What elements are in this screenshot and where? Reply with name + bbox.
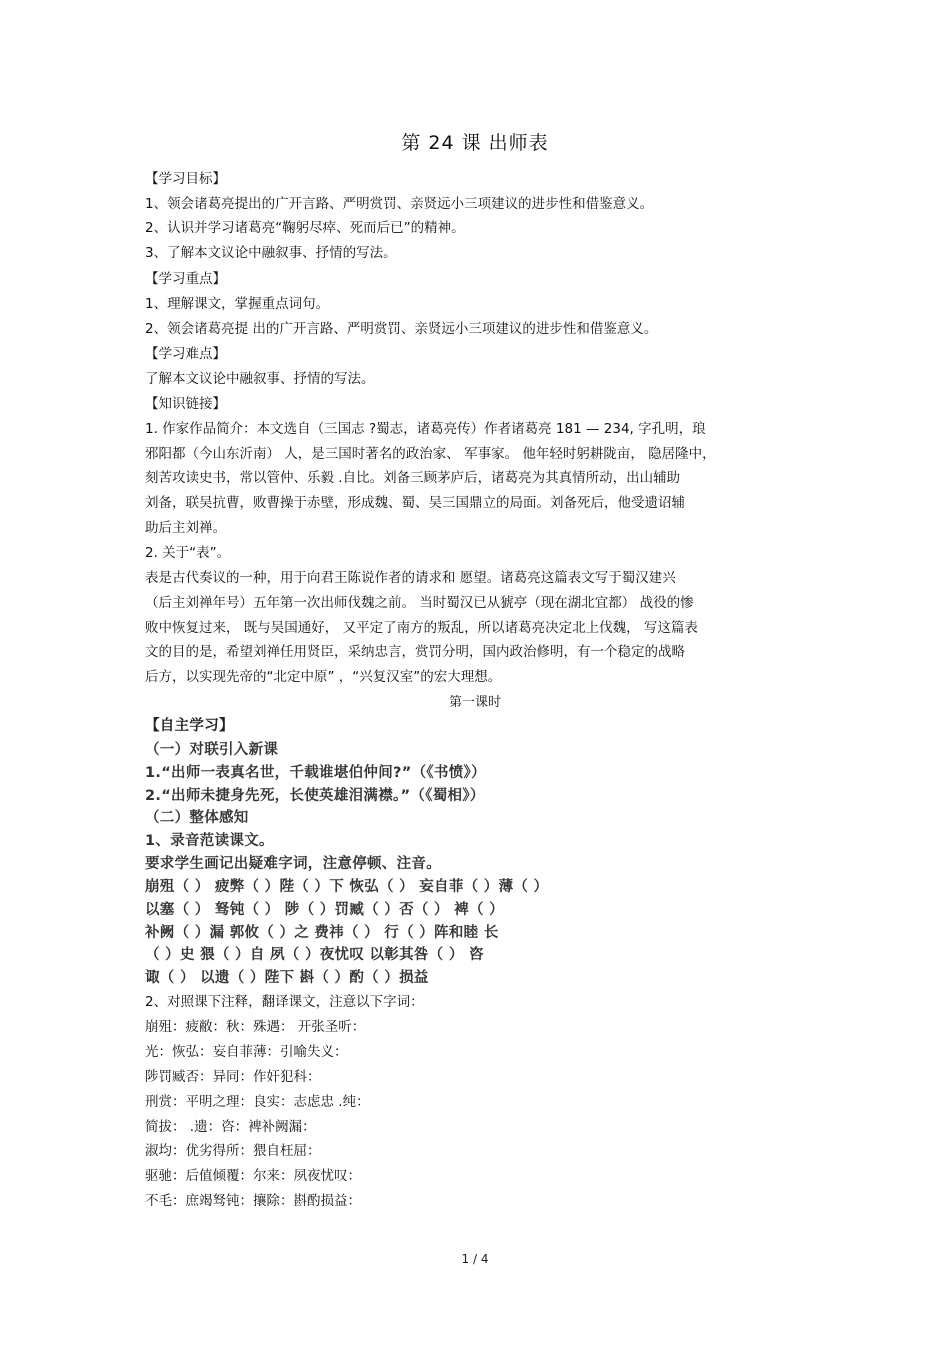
couplet-line: 2.“出师未捷身先死，长使英雄泪满襟。”（《蜀相》）: [145, 788, 485, 804]
page-number: 1 / 4: [461, 1252, 489, 1266]
knowledge-line: 表是古代奏议的一种，用于向君王陈说作者的请求和 愿望。诸葛亮这篇表文写于蜀汉建兴: [145, 570, 676, 586]
vocab-row: 淑均：优劣得所：猥自枉屈：: [145, 1143, 321, 1159]
vocab-row: 不毛：庶竭驽钝：攘除：斟酌损益：: [145, 1193, 361, 1209]
vocab-row: 光：恢弘：妄自菲薄：引喻失义：: [145, 1044, 348, 1060]
vocab-row: 崩殂：疲敝：秋：殊遇： 开张圣听：: [145, 1019, 366, 1035]
goal-item: 2、认识并学习诸葛亮“鞠躬尽瘁、死而后已”的精神。: [145, 220, 465, 236]
pinyin-row: 补阙（ ）漏 郭攸（ ）之 费祎（ ） 行（ ）阵和睦 长: [145, 925, 499, 941]
self-study-heading: 【自主学习】: [145, 718, 234, 734]
vocab-row: 刑赏：平明之理：良实：志虑忠 .纯：: [145, 1094, 370, 1110]
vocab-row: 陟罚臧否：异同：作奸犯科：: [145, 1069, 321, 1085]
vocab-row: 简拔： .遗：咨：裨补阙漏：: [145, 1119, 316, 1135]
lesson-heading: 第一课时: [448, 695, 501, 710]
knowledge-line: 败中恢复过来， 既与吴国通好， 又平定了南方的叛乱，所以诸葛亮决定北上伐魏， 写这篇表: [145, 620, 698, 636]
focus-item: 1、理解课文，掌握重点词句。: [145, 296, 330, 312]
goals-heading: 【学习目标】: [145, 171, 226, 187]
knowledge-line: 文的目的是，希望刘禅任用贤臣，采纳忠言，赏罚分明，国内政治修明，有一个稳定的战略: [145, 644, 685, 660]
knowledge-line: 后方，以实现先帝的“北定中原” ，“兴复汉室”的宏大理想。: [145, 669, 502, 685]
pinyin-row: 诹（ ） 以遗（ ）陛下 斟（ ）酌（ ）损益: [145, 970, 429, 986]
page-title: 第 24 课 出师表: [401, 132, 549, 154]
knowledge-heading: 【知识链接】: [145, 396, 226, 412]
vocab-row: 驱驰：后值倾覆：尔来：夙夜忧叹：: [145, 1168, 361, 1184]
focus-item: 2、领会诸葛亮提 出的广开言路、严明赏罚、亲贤远小三项建议的进步性和借鉴意义。: [145, 321, 658, 337]
knowledge-line: 刘备，联吴抗曹，败曹操于赤壁，形成魏、蜀、吴三国鼎立的局面。刘备死后，他受遗诏辅: [145, 495, 685, 511]
section-heading: （一）对联引入新课: [145, 742, 279, 758]
step-line: 2、对照课下注释，翻译课文，注意以下字词：: [145, 994, 424, 1010]
difficulty-item: 了解本文议论中融叙事、抒情的写法。: [145, 371, 375, 387]
goal-item: 3、了解本文议论中融叙事、抒情的写法。: [145, 245, 397, 261]
knowledge-line: 1. 作家作品简介：本文选自（三国志 ?蜀志，诸葛亮传）作者诸葛亮 181 — 234, 字孔明，琅: [145, 421, 706, 437]
difficulty-heading: 【学习难点】: [145, 346, 226, 362]
pinyin-row: 崩殂（ ） 疲弊（ ）陛（ ）下 恢弘（ ） 妄自菲（ ）薄（ ）: [145, 879, 549, 895]
knowledge-line: 刻苦攻读史书，常以管仲、乐毅 .自比。刘备三顾茅庐后，诸葛亮为其真情所动，出山辅助: [145, 470, 681, 486]
couplet-line: 1.“出师一表真名世，千载谁堪伯仲间?”（《书愤》）: [145, 765, 486, 781]
section-heading: （二）整体感知: [145, 810, 249, 826]
focus-heading: 【学习重点】: [145, 271, 226, 287]
step-requirement: 要求学生画记出疑难字词，注意停顿、注音。: [145, 856, 441, 872]
pinyin-row: （ ）史 猥（ ）自 夙（ ）夜忧叹 以彰其咎（ ） 咨: [145, 947, 484, 963]
goal-item: 1、领会诸葛亮提出的广开言路、严明赏罚、亲贤远小三项建议的进步性和借鉴意义。: [145, 196, 654, 212]
knowledge-line: （后主刘禅年号）五年第一次出师伐魏之前。 当时蜀汉已从猇亭（现在湖北宜都） 战役的惨: [145, 595, 694, 611]
knowledge-line: 2. 关于“表”。: [145, 545, 231, 561]
step-line: 1、录音范读课文。: [145, 833, 274, 849]
pinyin-row: 以塞（ ） 驽钝（ ） 陟（ ）罚臧（ ）否（ ） 裨（ ）: [145, 902, 504, 918]
knowledge-line: 邪阳都（今山东沂南） 人，是三国时著名的政治家、 军事家。 他年轻时躬耕陇亩， 隐居隆中，: [145, 446, 716, 462]
knowledge-line: 助后主刘禅。: [145, 520, 226, 536]
